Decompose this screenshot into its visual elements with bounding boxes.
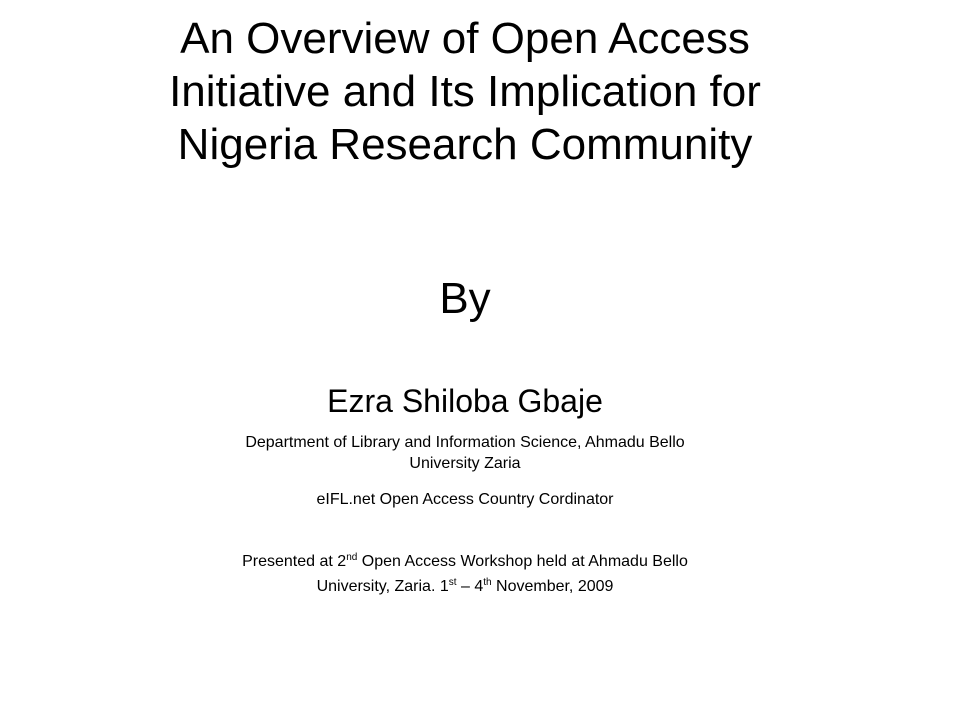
presentation-text: November, 2009 [491, 578, 614, 595]
department-line-2: University Zaria [409, 455, 521, 472]
presentation-info [120, 549, 810, 599]
presentation-text: University, Zaria. 1 [316, 578, 449, 595]
title-line-2: Initiative and Its Implication for [169, 67, 761, 116]
ordinal-suffix: th [483, 577, 492, 588]
ordinal-suffix: st [448, 577, 457, 588]
by-label: By [439, 274, 491, 323]
title-line-1: An Overview of Open Access [180, 14, 750, 63]
author-name: Ezra Shiloba Gbaje [327, 383, 603, 419]
presentation-line-2 [120, 574, 810, 599]
presentation-text: – 4 [456, 578, 484, 595]
author-role: eIFL.net Open Access Country Cordinator [316, 491, 614, 508]
author-department [140, 432, 790, 474]
presentation-line-1 [120, 549, 810, 574]
ordinal-suffix: nd [346, 552, 358, 563]
presentation-text: Presented at 2 [242, 553, 347, 570]
department-line-1: Department of Library and Information Science, Ahmadu Bello [245, 434, 685, 451]
slide-title [60, 12, 870, 171]
title-line-3: Nigeria Research Community [177, 120, 753, 169]
presentation-text: Open Access Workshop held at Ahmadu Bello [357, 553, 688, 570]
